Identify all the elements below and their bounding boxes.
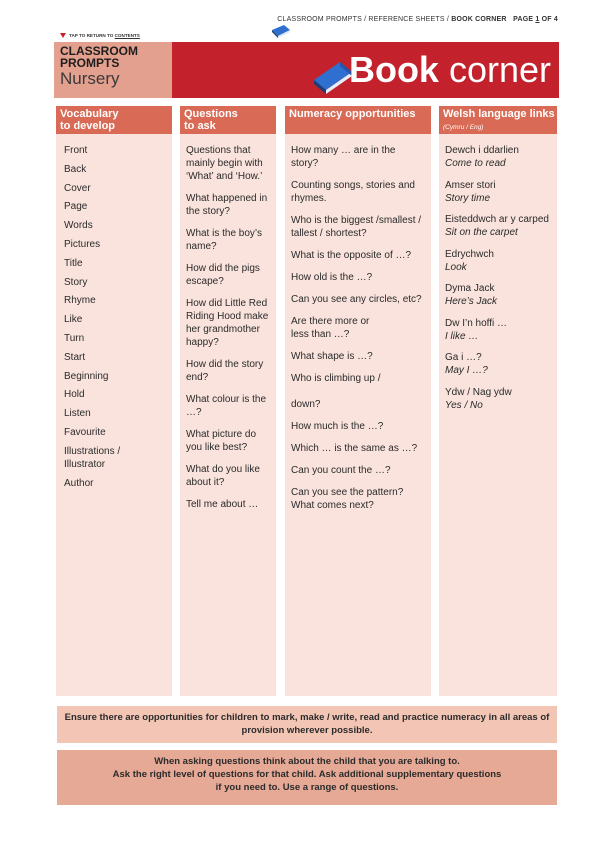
welsh-phrase <box>445 282 551 308</box>
numeracy-item: Counting songs, stories and rhymes. <box>291 180 415 204</box>
breadcrumb-path: CLASSROOM PROMPTS / REFERENCE SHEETS / <box>277 16 452 23</box>
numeracy-heading <box>285 106 431 134</box>
tap-prefix: TAP TO RETURN TO <box>69 33 115 38</box>
questions-heading <box>180 106 276 134</box>
vocabulary-item: Cover <box>64 182 91 194</box>
welsh-phrase-english: Yes / No <box>445 399 483 411</box>
vocabulary-item: Start <box>64 351 86 363</box>
question-item: Tell me about … <box>186 499 259 510</box>
banner-line-2: PROMPTS <box>60 56 120 70</box>
page-label: PAGE <box>513 16 534 23</box>
welsh-phrase-english: I like … <box>445 330 479 342</box>
welsh-phrase-english: Sit on the carpet <box>445 227 518 238</box>
questions-heading-line-1: Questions <box>184 108 238 120</box>
numeracy-item: Who is the biggest /smallest / tallest / shortest? <box>291 215 422 239</box>
numeracy-item: How old is the …? <box>291 272 373 283</box>
vocabulary-item: Author <box>64 477 94 489</box>
numeracy-item: What shape is …? <box>291 351 373 362</box>
welsh-phrase-cymraeg: Dyma Jack <box>445 283 495 294</box>
vocabulary-heading <box>56 106 172 134</box>
vocabulary-item: Story <box>64 276 88 288</box>
welsh-phrase <box>445 248 551 274</box>
numeracy-item: Which … is the same as …? <box>291 443 418 454</box>
tap-target: CONTENTS <box>114 33 140 38</box>
welsh-phrase <box>445 213 551 239</box>
numeracy-item: Can you see the pattern? What comes next? <box>291 487 404 511</box>
vocabulary-heading-line-2: to develop <box>60 120 116 132</box>
vocabulary-item: Back <box>64 163 87 175</box>
vocabulary-item: Page <box>64 201 88 213</box>
welsh-phrase-cymraeg: Edrychwch <box>445 248 494 260</box>
questions-note-line-3: if you need to. Use a range of questions. <box>215 782 399 793</box>
vocabulary-item: Like <box>64 314 83 326</box>
welsh-phrase-english: May I …? <box>445 365 488 376</box>
welsh-phrase <box>445 317 551 343</box>
return-to-contents-link[interactable] <box>60 33 140 38</box>
vocabulary-item: Front <box>64 145 88 156</box>
breadcrumb-current: BOOK CORNER <box>451 16 507 23</box>
numeracy-item: Who is climbing up / down? <box>291 373 381 410</box>
banner-line-3: Nursery <box>60 69 120 88</box>
welsh-phrase-cymraeg: Dw I’n hoffi … <box>445 317 508 329</box>
numeracy-heading-line-1: Numeracy opportunities <box>289 108 416 120</box>
welsh-column <box>439 106 557 696</box>
numeracy-column <box>285 106 431 696</box>
welsh-phrase-english: Come to read <box>445 158 506 169</box>
welsh-heading <box>439 106 557 134</box>
welsh-phrase <box>445 179 551 205</box>
small-book-icon <box>270 24 292 38</box>
triangle-down-icon <box>60 33 66 38</box>
vocabulary-item: Pictures <box>64 238 101 250</box>
title-bold: Book <box>348 49 439 90</box>
question-item: How did the pigs escape? <box>186 263 260 287</box>
welsh-phrase <box>445 144 551 170</box>
questions-column <box>180 106 276 696</box>
numeracy-item: How much is the …? <box>291 421 384 432</box>
vocabulary-item: Title <box>64 257 83 269</box>
welsh-phrase-cymraeg: Ydw / Nag ydw <box>445 386 512 398</box>
questions-list <box>180 134 276 511</box>
welsh-subheading: (Cymru / Eng) <box>443 124 484 131</box>
welsh-heading-line-1: Welsh language links <box>443 108 555 120</box>
welsh-phrase-cymraeg: Amser stori <box>445 179 496 191</box>
numeracy-item: Are there more or less than …? <box>291 316 370 340</box>
welsh-phrase-cymraeg: Ga i …? <box>445 352 482 363</box>
welsh-phrase <box>445 351 551 377</box>
numeracy-item: What is the opposite of …? <box>291 250 412 261</box>
welsh-phrase-english: Here’s Jack <box>445 296 498 307</box>
numeracy-item: Can you count the …? <box>291 465 391 476</box>
question-item: Questions that mainly begin with ‘What’ and ‘How.’ <box>186 145 263 182</box>
vocabulary-column <box>56 106 172 696</box>
title-banner <box>54 42 559 98</box>
questions-note-line-2: Ask the right level of questions for that child. Ask additional supplementary questions <box>112 769 502 780</box>
question-item: What do you like about it? <box>186 464 260 488</box>
vocabulary-list <box>56 134 172 490</box>
questions-note <box>57 750 557 805</box>
banner-line-1: CLASSROOM <box>60 44 138 58</box>
welsh-phrase-cymraeg: Dewch i ddarlien <box>445 145 519 156</box>
vocabulary-heading-line-1: Vocabulary <box>60 108 119 120</box>
question-item: What picture do you like best? <box>186 429 257 453</box>
welsh-phrase-cymraeg: Eisteddwch ar y carped <box>445 214 549 225</box>
vocabulary-item: Beginning <box>64 370 109 382</box>
question-item: What is the boy’s name? <box>186 228 262 252</box>
vocabulary-item: Favourite <box>64 426 106 438</box>
page-number: 1 <box>535 16 540 23</box>
questions-note-line-1: When asking questions think about the child that you are talking to. <box>154 756 460 767</box>
question-item: What colour is the …? <box>186 394 267 418</box>
vocabulary-item: Illustrations / Illustrator <box>64 445 121 470</box>
top-bar <box>0 0 600 40</box>
vocabulary-item: Rhyme <box>64 295 96 307</box>
breadcrumb <box>277 16 558 23</box>
welsh-list <box>439 134 557 412</box>
vocabulary-item: Hold <box>64 389 85 401</box>
page-of: OF 4 <box>541 16 558 23</box>
questions-heading-line-2: to ask <box>184 120 216 132</box>
welsh-phrase-english: Story time <box>445 192 491 204</box>
welsh-phrase-english: Look <box>445 261 467 273</box>
vocabulary-item: Turn <box>64 332 85 344</box>
welsh-phrase <box>445 386 551 412</box>
vocabulary-item: Listen <box>64 408 91 420</box>
question-item: What happened in the story? <box>186 193 268 217</box>
numeracy-note: Ensure there are opportunities for children to mark, make / write, read and practice numeracy in all areas of provision wherever possible. <box>57 706 557 743</box>
title-light: corner <box>438 49 551 90</box>
numeracy-item: Can you see any circles, etc? <box>291 294 422 305</box>
banner-label <box>54 42 172 98</box>
question-item: How did Little Red Riding Hood make her grandmother happy? <box>186 298 269 348</box>
numeracy-list <box>285 134 431 512</box>
question-item: How did the story end? <box>186 359 264 383</box>
vocabulary-item: Words <box>64 220 93 232</box>
page-title <box>349 48 551 92</box>
numeracy-item: How many … are in the story? <box>291 145 396 169</box>
